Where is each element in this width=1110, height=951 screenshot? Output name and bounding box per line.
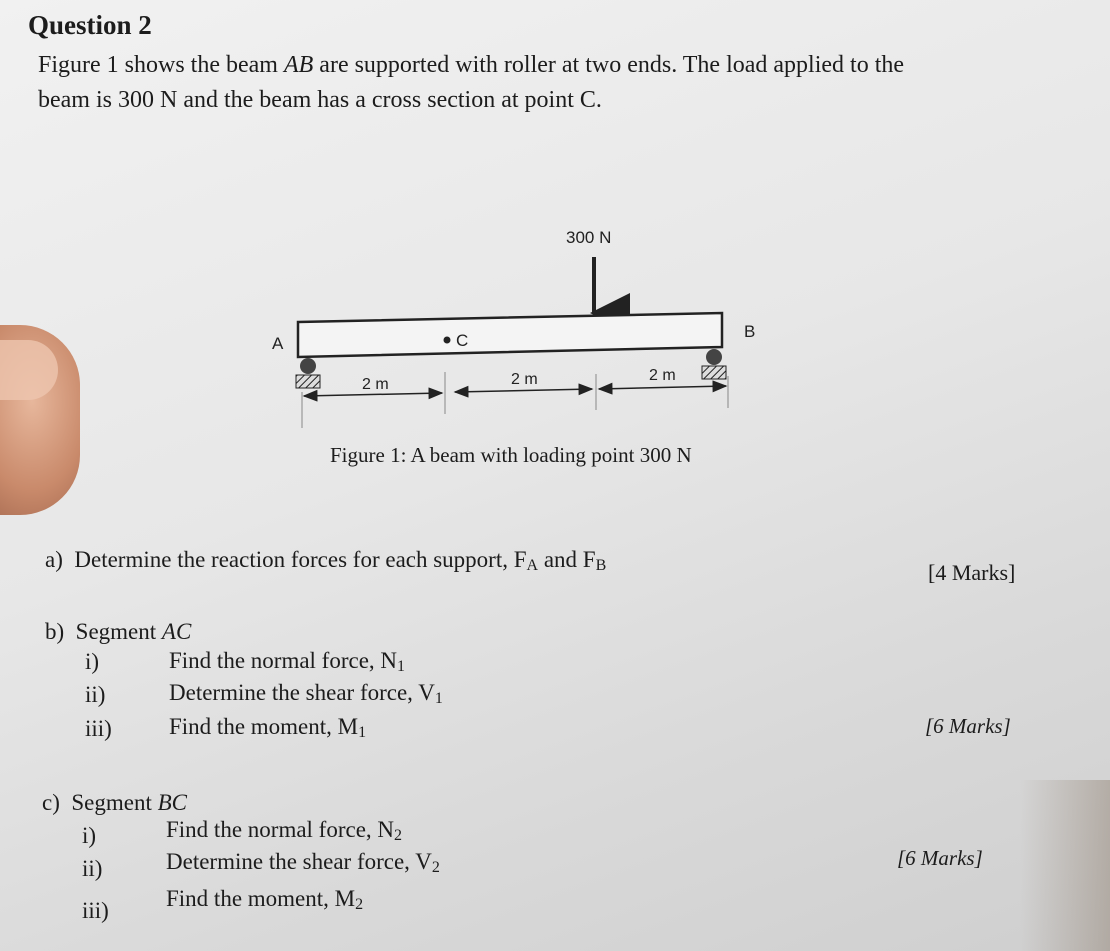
span-label-1: 2 m <box>362 376 389 393</box>
question-title: Question 2 <box>28 10 152 40</box>
part-c-item-2-number: ii) <box>82 856 103 881</box>
dimension-arrow-3 <box>599 386 726 389</box>
figure-caption: Figure 1: A beam with loading point 300 N <box>330 443 692 467</box>
intro-line-2: beam is 300 N and the beam has a cross section at point C. <box>38 87 602 113</box>
ground-hatch-a <box>296 375 320 388</box>
part-b-item-3-number: iii) <box>85 716 112 741</box>
point-a-label: A <box>272 334 284 353</box>
part-b-item-1-text: Find the normal force, $N_1$ <box>169 648 406 675</box>
span-label-2: 2 m <box>511 371 538 388</box>
part-a-question: a) Determine the reaction forces for each support, $F_A$ and $F_B$ <box>45 547 607 574</box>
part-c-item-1-text: Find the normal force, $N_2$ <box>166 817 403 844</box>
point-b-label: B <box>744 322 756 341</box>
part-b-item-2-text: Determine the shear force, $V_1$ <box>169 680 443 707</box>
part-b-item-2-number: ii) <box>85 682 106 707</box>
part-c-item-3-text: Find the moment, $M_2$ <box>166 886 364 913</box>
span-label-3: 2 m <box>649 367 676 384</box>
part-b-item-1-number: i) <box>85 649 100 674</box>
part-b-heading: b) Segment AC <box>45 619 192 644</box>
part-a-marks: [4 Marks] <box>928 560 1016 585</box>
ground-hatch-b <box>702 366 726 379</box>
roller-b <box>706 349 722 365</box>
part-b-item-3-text: Find the moment, $M_1$ <box>169 714 367 741</box>
roller-a <box>300 358 316 374</box>
beam-ab-label: AB <box>283 52 314 78</box>
point-c-label: C <box>456 331 469 350</box>
beam-body <box>298 313 722 357</box>
dimension-arrow-1 <box>304 393 442 396</box>
part-c-item-3-number: iii) <box>82 898 109 923</box>
part-c-heading: c) Segment BC <box>42 790 188 815</box>
intro-line-1: Figure 1 shows the beam AB are supported with roller at two ends. The load applied to the <box>38 52 905 78</box>
part-c-item-1-number: i) <box>82 823 97 848</box>
point-c-dot <box>444 337 451 344</box>
part-c-marks: [6 Marks] <box>897 846 983 870</box>
part-b-marks: [6 Marks] <box>925 714 1011 738</box>
load-label: 300 N <box>566 228 612 247</box>
part-c-item-2-text: Determine the shear force, $V_2$ <box>166 849 440 876</box>
dimension-arrow-2 <box>455 389 592 392</box>
